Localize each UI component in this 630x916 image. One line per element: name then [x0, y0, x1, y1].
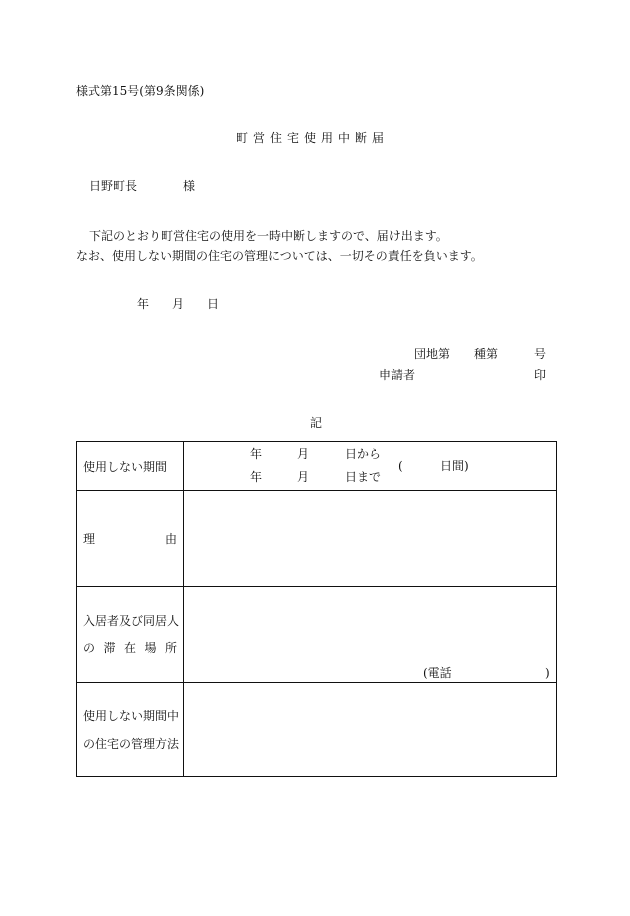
form-number: 様式第15号(第9条関係) [76, 84, 205, 98]
ki-mark: 記 [310, 416, 323, 430]
period-field[interactable] [184, 442, 557, 491]
period-row [77, 442, 557, 491]
period-to-year: 年 [250, 470, 263, 484]
reason-field[interactable] [184, 491, 557, 587]
management-row [77, 683, 557, 777]
residence-label-line1: 入居者及び同居人 [83, 614, 180, 628]
period-from-month: 月 [297, 447, 310, 461]
applicant-seal: 印 [534, 368, 547, 382]
reason-label [77, 491, 184, 587]
residence-label-line2 [77, 641, 183, 655]
applicant-label: 申請者 [379, 368, 416, 382]
management-label-line1: 使用しない期間中 [83, 708, 180, 723]
period-label-text: 使用しない期間 [83, 459, 168, 474]
reason-row [77, 491, 557, 587]
form-table [76, 441, 557, 777]
residence-label [77, 587, 184, 683]
body-line-2: なお、使用しない期間の住宅の管理については、一切その責任を負います。 [76, 249, 483, 263]
date-year: 年 [137, 297, 150, 311]
applicant-shu: 種第 [474, 347, 499, 361]
document-title: 町営住宅使用中断届 [236, 131, 390, 145]
period-days-open: ( [398, 459, 403, 473]
period-days: 日間) [440, 459, 469, 473]
reason-label-left: 理 [83, 532, 96, 546]
period-from-day: 日から [345, 447, 382, 461]
period-label [77, 442, 184, 491]
period-from-year: 年 [250, 447, 263, 461]
applicant-danchi: 団地第 [414, 347, 451, 361]
residence-char-1: の [83, 641, 96, 655]
management-field[interactable] [184, 683, 557, 777]
addressee-name: 日野町長 [89, 179, 138, 193]
residence-char-2: 滞 [103, 641, 116, 655]
reason-label-right: 由 [164, 532, 177, 546]
management-label-line2: の住宅の管理方法 [83, 736, 180, 751]
addressee-honorific: 様 [183, 179, 196, 193]
residence-char-4: 場 [144, 641, 157, 655]
applicant-go: 号 [534, 347, 547, 361]
residence-char-5: 所 [164, 641, 177, 655]
residence-char-3: 在 [123, 641, 136, 655]
body-line-1: 下記のとおり町営住宅の使用を一時中断しますので、届け出ます。 [89, 229, 448, 243]
residence-phone-close: ) [545, 666, 550, 680]
residence-row [77, 587, 557, 683]
date-day: 日 [207, 297, 220, 311]
management-label [77, 683, 184, 777]
period-to-month: 月 [297, 470, 310, 484]
residence-field[interactable] [184, 587, 557, 683]
date-month: 月 [172, 297, 185, 311]
period-to-day: 日まで [345, 470, 382, 484]
residence-phone: (電話 [423, 666, 452, 680]
